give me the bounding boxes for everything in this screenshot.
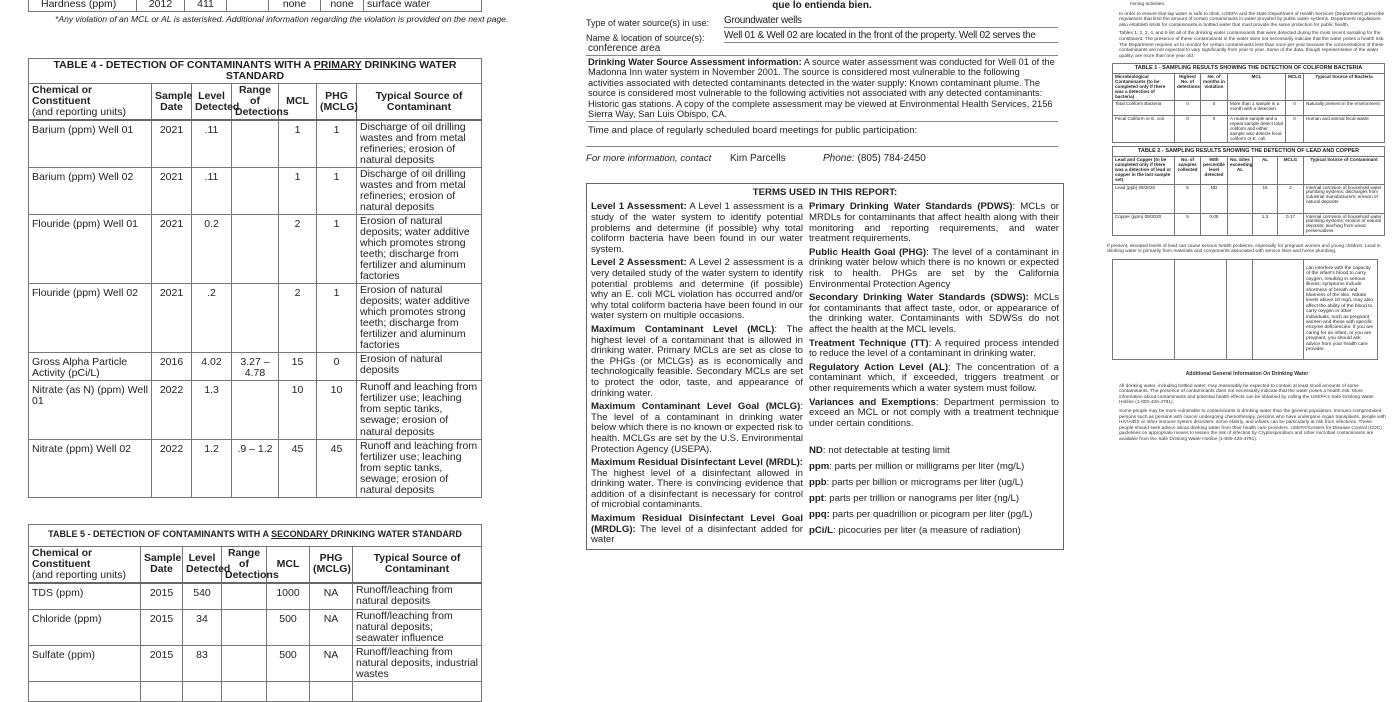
source-type-row [586, 13, 1058, 28]
table-1-title: TABLE 1 - SAMPLING RESULTS SHOWING THE DETECTION OF COLIFORM BACTERIA [1113, 64, 1385, 74]
cell: .11 [192, 120, 232, 168]
term: ppt [809, 493, 824, 505]
cell: none [269, 0, 321, 12]
cell: 10 [317, 381, 357, 439]
cell: Gross Alpha Particle Activity (pCi/L) [29, 353, 152, 381]
column-header: MCL [267, 546, 310, 583]
cell: 1000 [267, 583, 310, 610]
contact-name: Kim Parcells [730, 153, 786, 165]
term-definition [809, 475, 1059, 491]
cell: 4.02 [192, 353, 232, 381]
term: Maximum Residual Disinfectant Level (MRDL): [591, 457, 803, 469]
term-definition [809, 202, 1059, 244]
table-row [29, 646, 482, 682]
term: Primary Drinking Water Standards (PDWS) [809, 201, 1013, 213]
header-row [29, 546, 482, 583]
contact-row [586, 153, 1058, 165]
cell [267, 682, 310, 702]
cell: Flouride (ppm) Well 02 [29, 284, 152, 353]
cell: .9 – 1.2 [232, 439, 279, 497]
term-definition [809, 507, 1059, 523]
cell: TDS (ppm) [29, 583, 141, 610]
column-header: No. Sites exceeding AL [1228, 157, 1253, 184]
definition: The highest level of a disinfectant allowed in drinking water. There is convincing evidence that addition of a disinfectant is necessary for control of microbial contaminants. [591, 467, 803, 511]
definition: A Level 1 assessment is a study of the water system to identify potential problems and determine (if possible) why total coliform bacteria have been found in our water system. [591, 201, 803, 255]
terms-units-list [809, 443, 1059, 539]
table-row [29, 353, 482, 381]
term-definition [591, 514, 803, 546]
term-definition [809, 491, 1059, 507]
table-2-title: TABLE 2 - SAMPLING RESULTS SHOWING THE DETECTION OF LEAD AND COPPER [1113, 147, 1385, 157]
cell [232, 168, 279, 215]
definition: : The level of a contaminant in drinking water below which there is no known or expected risk to health. MCLGs are set by the U.S. Environmental Protection Agency (USEPA). [591, 401, 803, 455]
cell: 2022 [152, 381, 192, 439]
cell: 0 [1286, 116, 1304, 143]
cell: surface water [364, 0, 482, 12]
cell: 83 [183, 646, 222, 682]
header-label: Chemical or Constituent [32, 546, 93, 570]
source-type-value: Groundwater wells [724, 14, 1058, 28]
column-header: MCLG [1278, 157, 1304, 184]
header-row [1113, 74, 1385, 101]
term-definition [591, 402, 803, 455]
term-definition [591, 202, 803, 255]
definition: : A required process intended to reduce the level of a contaminant in drinking water. [809, 337, 1059, 360]
source-cell: Runoff/leaching from natural deposits, industrial wastes [353, 646, 482, 682]
definition: A Level 2 assessment is a very detailed study of the water system to identify potential problems and determine (if possible) why an E. coli MCL violation has occurred and/or why total coliform bacteria have been found in our water system on multiple occasions. [591, 257, 803, 322]
term: ppq: [809, 509, 830, 521]
column-header: MCL [1228, 74, 1286, 101]
column-header: Sample Date [152, 84, 192, 121]
definition: : parts per million or milligrams per liter (mg/L) [829, 461, 1025, 473]
table-row [29, 610, 482, 646]
column-header: Lead and Copper (to be completed only if there was a detection of lead or copper in the last sample set) [1113, 157, 1175, 184]
cell: 34 [183, 610, 222, 646]
cell: NA [310, 646, 353, 682]
term-definition [809, 248, 1059, 290]
definition: parts per quadrillion or picogram per liter (pg/L) [829, 509, 1033, 521]
cell: 2022 [152, 439, 192, 497]
source-cell: Erosion of natural deposits; water additive which promotes strong teeth; discharge from fertilizer and aluminum factories [357, 215, 482, 284]
cell [222, 610, 267, 646]
term: Variances and Exemptions [809, 396, 936, 408]
table-row [1113, 184, 1385, 213]
column-header: Level Detected [183, 546, 222, 583]
cell: Nitrate (as N) (ppm) Well 01 [29, 381, 152, 439]
source-cell: Runoff and leaching from fertilizer use; leaching from septic tanks, sewage; erosion of natural deposits [357, 439, 482, 497]
cell: Sulfate (ppm) [29, 646, 141, 682]
definition: : The concentration of a contaminant which, if exceeded, triggers treatment or other requirements which a water system must follow. [809, 361, 1059, 394]
table-row [29, 215, 482, 284]
definition: : The level of a contaminant in drinking water below which there is no known or expected risk to health. PHGs are set by the California Environmental Protection Agency [809, 246, 1059, 290]
term: ppb [809, 477, 827, 489]
column-header: MCL [279, 84, 317, 121]
cell: 0 [317, 353, 357, 381]
cell: 2016 [152, 353, 192, 381]
definition: : MCLs or MRDLs for contaminants that affect health along with their monitoring and reporting requirements, and water treatment requirements. [809, 201, 1059, 245]
cell: 0.05 [1201, 213, 1228, 235]
column-header: No. of months in violation [1201, 74, 1228, 101]
general-info-p1: All drinking water, including bottled water, may reasonably be expected to contain at least small amounts of some contaminants. The presence of contaminants does not necessarily indicate that the water poses a health risk. More information about contaminants and potential health effects can be obtained by calling the USEPA's Safe Drinking Water Hotline (1-800-426-4791). [1119, 383, 1374, 406]
cell [232, 215, 279, 284]
contact-phone: Phone: (805) 784-2450 [823, 153, 926, 165]
column-header: Range of Detections [232, 84, 279, 121]
terms-left-column [591, 202, 803, 548]
cell: 1 [317, 284, 357, 353]
cell: 1 [279, 168, 317, 215]
table-2-lead-copper [1112, 146, 1385, 235]
table-row [29, 381, 482, 439]
cell: 2 [279, 284, 317, 353]
term-definition [809, 398, 1059, 430]
cell: 15 [1253, 184, 1278, 213]
cell: Lead (ppb) 09/2020 [1113, 184, 1175, 213]
cell: 3.27 – 4.78 [232, 353, 279, 381]
cell: 5 [1175, 213, 1201, 235]
term: Regulatory Action Level (AL) [809, 361, 949, 373]
cell [29, 682, 141, 702]
source-name-row [586, 28, 1058, 43]
column-header: AL [1253, 157, 1278, 184]
cell: 2015 [141, 646, 183, 682]
column-header: Typical Source of Contaminant [357, 84, 482, 121]
cell: NA [310, 583, 353, 610]
cell [227, 0, 269, 12]
cell: 1.2 [192, 439, 232, 497]
term-definition [809, 459, 1059, 475]
source-name-continued: conference area [586, 43, 1058, 56]
cell: 2021 [152, 168, 192, 215]
cell: Flouride (ppm) Well 01 [29, 215, 152, 284]
cell: 540 [183, 583, 222, 610]
source-name-label: Name & location of source(s): [586, 33, 705, 43]
definition: The level of a disinfectant added for water [591, 523, 803, 546]
general-info-p2: Some people may be more vulnerable to contaminants in drinking water than the general population. Immuno-compromised persons such as persons with cancer undergoing chemotherapy, persons who have undergone organ transplants, people with HIV/AIDS or other immune system disorders, some elderly, and infants can be particularly at risk from infections. These people should seek advice about drinking water from their health care providers. USEPA/Centers for Disease Control (CDC) guidelines on appropriate means to lessen the risk of infection by Cryptosporidium and other microbial contaminants are available from the Safe Drinking Water Hotline (1-800-426-4791). [1119, 408, 1386, 442]
column-header: PHG (MCLG) [310, 546, 353, 583]
term-definition [809, 523, 1059, 539]
column-header: Microbiological Contaminants (to be completed only if there was a detection of bacteria) [1113, 74, 1175, 101]
table-3-fragment [1112, 259, 1378, 360]
column-header: Typical Source of Contaminant [1304, 157, 1385, 184]
cell: 2021 [152, 120, 192, 168]
tables-paragraph: Tables 1, 2, 3, 4, and 5 list all of the drinking water contaminants that were detected during the most recent sampling for the constituent. The presence of these contaminants in the water does not necessarily indicate that the water poses a health risk. The Department requires us to monitor for certain contaminants less than once per year because the concentrations of these contaminants are not expected to vary significantly from year to year. Some of the data, though representative of the water quality, are more than one year old. [1119, 31, 1385, 59]
previous-table-fragment [28, 0, 482, 12]
table-row [29, 120, 482, 168]
cell: 500 [267, 610, 310, 646]
term-definition [809, 363, 1059, 395]
cell: Human and animal fecal waste [1304, 116, 1385, 143]
cell [1228, 213, 1253, 235]
cell: Fecal Coliform or E. coli [1113, 116, 1175, 143]
board-meetings-label: Time and place of regularly scheduled board meetings for public participation: [586, 122, 1058, 147]
term: Maximum Contaminant Level Goal (MCLG) [591, 401, 801, 413]
cell: ND [1201, 184, 1228, 213]
column-header: Typical Source of Bacteria [1304, 74, 1385, 101]
column-header: 90th percentile level detected [1201, 157, 1228, 184]
source-name-value: Well 01 & Well 02 are located in the front of the property. Well 02 serves the [724, 29, 1058, 43]
cell: 0 [1201, 116, 1228, 143]
cell: 5 [1175, 184, 1201, 213]
term: Secondary Drinking Water Standards (SDWS): [809, 292, 1029, 304]
definition: : picocuries per liter (a measure of radiation) [832, 525, 1021, 537]
cell: 500 [267, 646, 310, 682]
source-assessment: Drinking Water Source Assessment information: A source water assessment was conducted for Well 01 of the Madonna Inn water system in November 2001. The source is considered most vulnerable to the following activities associated with detected contaminants detected in the water supply: Known contaminant plume. The source is considered most vulnerable to the following activities not associated with any detected contaminants: Historic gas stations. A copy of the complete assessment may be viewed at Environmental Health Services, 2156 Sierra Way, San Luis Obispo, CA. [586, 56, 1058, 122]
header-sublabel: (and reporting units) [32, 568, 126, 581]
cell: 2015 [141, 610, 183, 646]
column-header: Typical Source of Contaminant [353, 546, 482, 583]
term: Level 1 Assessment: [591, 201, 687, 213]
source-cell: Runoff/leaching from natural deposits; seawater influence [353, 610, 482, 646]
column-header: Range of Detections [222, 546, 267, 583]
nitrate-health-effects: can interfere with the capacity of the infant's blood to carry oxygen, resulting in serious illness; symptoms include shortness of breath and blueness of the skin. Nitrate levels above 10 mg/L may also affect the ability of the blood to carry oxygen in other individuals, such as pregnant women and those with specific enzyme deficiencies. If you are caring for an infant, or you are pregnant, you should ask advice from your health care provider. [1304, 259, 1378, 359]
table-row [1113, 213, 1385, 235]
cell [232, 120, 279, 168]
header-row [1113, 157, 1385, 184]
cell: 10 [279, 381, 317, 439]
terms-right-column [809, 202, 1059, 429]
definition: : The highest level of a contaminant that is allowed in drinking water. Primary MCLs are set as close to the PHGs (or MCLGs) as is economically and technologically feasible. Secondary MCLs are set to protect the odor, taste, and appearance of drinking water. [591, 323, 803, 399]
contact-label: For more information, contact [586, 153, 712, 165]
cell: Naturally present in the environment [1304, 101, 1385, 116]
header-sublabel: (and reporting units) [32, 106, 126, 119]
table-4-title: TABLE 4 - DETECTION OF CONTAMINANTS WITH A PRIMARY DRINKING WATER STANDARD [29, 59, 482, 84]
table-row [29, 284, 482, 353]
source-cell: Runoff/leaching from natural deposits [353, 583, 482, 610]
term-definition [809, 293, 1059, 335]
definition: : parts per billion or micrograms per liter (ug/L) [826, 477, 1024, 489]
cell: 2021 [152, 284, 192, 353]
cell: Hardness (ppm) [29, 0, 137, 12]
cell: Barium (ppm) Well 01 [29, 120, 152, 168]
regulations-paragraph: In order to ensure that tap water is safe to drink, USEPA and the state Department of Health Services (Department) prescribe regulations that limit the amount of certain contaminants in water provided by public water systems. Department regulations also establish limits for contaminants in bottled water that must provide the same protection for public health. [1119, 11, 1385, 28]
cell: 15 [279, 353, 317, 381]
source-type-label: Type of water source(s) in use: [586, 18, 710, 28]
cell: 0 [1286, 101, 1304, 116]
table-5-title: TABLE 5 - DETECTION OF CONTAMINANTS WITH A SECONDARY DRINKING WATER STANDARD [29, 524, 482, 546]
term: Level 2 Assessment: [591, 257, 687, 269]
term-definition [591, 325, 803, 399]
cell: .11 [192, 168, 232, 215]
cell: 1.3 [192, 381, 232, 439]
left-page [28, 0, 509, 702]
column-header [29, 84, 152, 121]
term: pCi/L [809, 525, 833, 537]
term-definition [809, 339, 1059, 360]
source-cell: Discharge of oil drilling wastes and from metal refineries; erosion of natural deposits [357, 168, 482, 215]
cell: 45 [279, 439, 317, 497]
right-page [1107, 0, 1387, 443]
cell: 45 [317, 439, 357, 497]
violation-footnote: *Any violation of an MCL or AL is asterisked. Additional information regarding the violation is provided on the next page. [55, 14, 509, 25]
column-header: Sample Date [141, 546, 183, 583]
source-cell [353, 682, 482, 702]
terms-title: TERMS USED IN THIS REPORT: [752, 187, 898, 199]
center-page [586, 0, 1058, 550]
cell [183, 682, 222, 702]
lead-note: If present, elevated levels of lead can cause serious health problems, especially for pregnant women and young children. Lead in drinking water is primarily from materials and components associated with service lines and home plumbing. [1107, 243, 1381, 255]
cell [222, 646, 267, 682]
term: Maximum Residual Disinfectant Level Goal (MRDLG): [591, 513, 803, 535]
cell: 1 [279, 120, 317, 168]
table-row [29, 168, 482, 215]
source-cell: Discharge of oil drilling wastes and from metal refineries; erosion of natural deposits [357, 120, 482, 168]
term: ND [809, 445, 823, 457]
cell: Barium (ppm) Well 02 [29, 168, 152, 215]
cell: 0 [1175, 101, 1201, 116]
term-definition [809, 443, 1059, 459]
cell: 2015 [141, 583, 183, 610]
cell: none [321, 0, 364, 12]
cell [232, 284, 279, 353]
column-header: MCLG [1286, 74, 1304, 101]
cell: A routine sample and a repeat sample detect total coliform and either sample also detects fecal coliform or E. coli [1228, 116, 1286, 143]
definition: : parts per trillion or nanograms per liter (ng/L) [823, 493, 1020, 505]
source-cell: Erosion of natural deposits [357, 353, 482, 381]
cell: NA [310, 610, 353, 646]
column-header [29, 546, 141, 583]
table-1-coliform [1112, 63, 1385, 143]
cell: .2 [192, 284, 232, 353]
cell: 0 [1201, 101, 1228, 116]
cell: 2 [1278, 184, 1304, 213]
header-label: Chemical or Constituent [32, 84, 93, 108]
terms-box [586, 183, 1064, 549]
cell [232, 381, 279, 439]
heading-tail: que lo entienda bien. [772, 0, 872, 11]
cell [141, 682, 183, 702]
column-header: Highest No. of detections [1175, 74, 1201, 101]
cell: 1 [317, 215, 357, 284]
cell [222, 583, 267, 610]
source-cell: Erosion of natural deposits; water additive which promotes strong teeth; discharge from fertilizer and aluminum factories [357, 284, 482, 353]
term: Public Health Goal (PHG) [809, 246, 927, 258]
cell: 411 [185, 0, 227, 12]
cell: Chloride (ppm) [29, 610, 141, 646]
general-info-title: Additional General Information On Drinking Water [1185, 370, 1309, 377]
cell: 0 [1175, 116, 1201, 143]
term-definition [591, 458, 803, 511]
cell: 2021 [152, 215, 192, 284]
cell: Copper (ppm) 09/2020 [1113, 213, 1175, 235]
cell [1228, 184, 1253, 213]
cell: Internal corrosion of household water plumbing systems; erosion of natural deposits; leaching from wood preservatives [1304, 213, 1385, 235]
table-row [29, 583, 482, 610]
header-row [29, 84, 482, 121]
cell: 2012 [137, 0, 185, 12]
table-5-secondary-standard [28, 524, 482, 702]
term: Treatment Technique (TT) [809, 337, 929, 349]
cell [310, 682, 353, 702]
table-row [1113, 116, 1385, 143]
definition: : not detectable at testing limit [822, 445, 950, 457]
source-cell: Runoff and leaching from fertilizer use; leaching from septic tanks, sewage; erosion of natural deposits [357, 381, 482, 439]
cell: 2 [279, 215, 317, 284]
definition: MCLs for contaminants that affect taste, odor, or appearance of the drinking water. Contaminants with SDWSs do not affect the health at the MCL levels. [809, 292, 1059, 335]
cell: Internal corrosion of household water plumbing systems; discharges from industrial manufacturers; erosion of natural deposits [1304, 184, 1385, 213]
cell: Total Coliform Bacteria [1113, 101, 1175, 116]
term: ppm [809, 461, 830, 473]
cell: 1 [317, 120, 357, 168]
cell: More than 1 sample in a month with a detection [1228, 101, 1286, 116]
top-tail: mining activities. [1130, 2, 1166, 7]
table-row [29, 682, 482, 702]
table-row [29, 439, 482, 497]
cell: 1.3 [1253, 213, 1278, 235]
column-header: PHG (MCLG) [317, 84, 357, 121]
table-row [1113, 101, 1385, 116]
table-4-primary-standard [28, 58, 482, 498]
term-definition [591, 258, 803, 322]
column-header: No. of samples collected [1175, 157, 1201, 184]
column-header: Level Detected [192, 84, 232, 121]
cell: 1 [317, 168, 357, 215]
cell [222, 682, 267, 702]
cell: 0.17 [1278, 213, 1304, 235]
term: Maximum Contaminant Level (MCL) [591, 323, 775, 335]
cell: 0.2 [192, 215, 232, 284]
cell: Nitrate (ppm) Well 02 [29, 439, 152, 497]
definition: : Department permission to exceed an MCL or not comply with a treatment technique under certain conditions. [809, 396, 1059, 429]
